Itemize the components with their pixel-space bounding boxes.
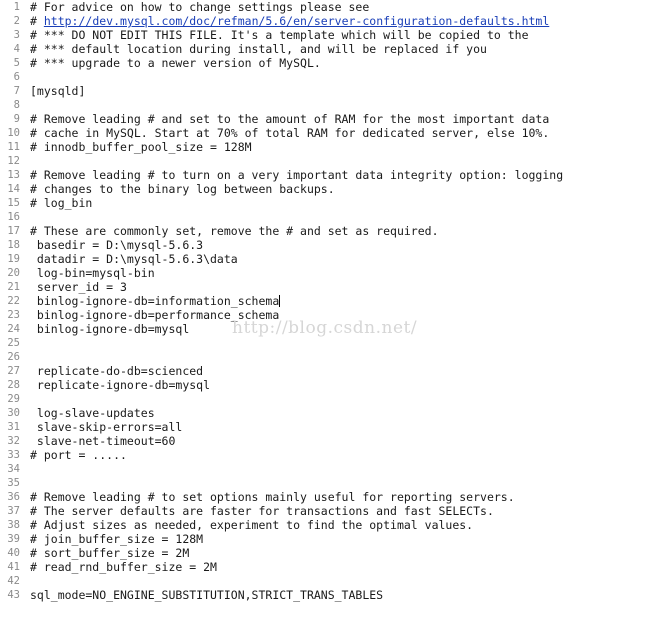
line-text — [30, 546, 189, 560]
code-line[interactable] — [0, 378, 210, 392]
line-content: log-bin=mysql-bin — [30, 266, 155, 280]
line-number: 34 — [7, 463, 20, 475]
line-number: 25 — [7, 337, 20, 349]
line-number: 3 — [13, 29, 20, 41]
line-text — [30, 126, 549, 140]
line-content: # *** default location during install, and will be replaced if you — [30, 42, 487, 56]
line-content: # Remove leading # to turn on a very important data integrity option: logging — [30, 168, 564, 182]
code-line[interactable] — [0, 42, 487, 56]
line-content: # port = ..... — [30, 448, 127, 462]
line-number: 21 — [7, 281, 20, 293]
line-text — [30, 28, 529, 42]
code-line[interactable] — [0, 336, 30, 350]
line-text — [30, 14, 549, 28]
code-line[interactable] — [0, 588, 383, 602]
line-content: # *** upgrade to a newer version of MySQL. — [30, 56, 321, 70]
line-number: 27 — [7, 365, 20, 377]
line-number: 16 — [7, 211, 20, 223]
line-content: # cache in MySQL. Start at 70% of total RAM for dedicated server, else 10%. — [30, 126, 550, 140]
line-number: 40 — [7, 547, 20, 559]
line-content: log-slave-updates — [30, 406, 155, 420]
code-line[interactable] — [0, 98, 30, 112]
line-text — [30, 364, 203, 378]
line-content: # *** DO NOT EDIT THIS FILE. It's a template which will be copied to the — [30, 28, 529, 42]
line-content: slave-net-timeout=60 — [30, 434, 176, 448]
line-number: 9 — [13, 113, 20, 125]
code-line[interactable] — [0, 406, 155, 420]
line-content: # log_bin — [30, 196, 93, 210]
line-text — [30, 266, 155, 280]
code-line[interactable] — [0, 224, 439, 238]
line-text — [30, 560, 217, 574]
line-text — [30, 252, 238, 266]
line-number: 29 — [7, 393, 20, 405]
line-text — [30, 518, 473, 532]
code-line[interactable] — [0, 434, 175, 448]
line-content: # Adjust sizes as needed, experiment to find the optimal values. — [30, 518, 474, 532]
line-number: 1 — [13, 1, 20, 13]
line-text — [30, 168, 563, 182]
code-line[interactable] — [0, 518, 473, 532]
line-text — [30, 504, 494, 518]
line-content: # innodb_buffer_pool_size = 128M — [30, 140, 252, 154]
line-content: datadir = D:\mysql-5.6.3\data — [30, 252, 238, 266]
line-text — [30, 420, 182, 434]
code-line[interactable] — [0, 364, 203, 378]
line-content: # — [30, 14, 44, 28]
line-text — [30, 294, 280, 308]
line-text — [30, 448, 127, 462]
line-number: 39 — [7, 533, 20, 545]
line-content: # sort_buffer_size = 2M — [30, 546, 190, 560]
line-number: 35 — [7, 477, 20, 489]
code-line[interactable] — [0, 182, 335, 196]
line-content: server_id = 3 — [30, 280, 127, 294]
line-number: 24 — [7, 323, 20, 335]
code-line[interactable] — [0, 56, 321, 70]
code-line[interactable] — [0, 504, 494, 518]
line-text — [30, 378, 210, 392]
code-line[interactable] — [0, 70, 30, 84]
line-content: # changes to the binary log between backups. — [30, 182, 335, 196]
code-line[interactable] — [0, 392, 30, 406]
code-line[interactable] — [0, 476, 30, 490]
line-number: 12 — [7, 155, 20, 167]
line-number: 8 — [13, 99, 20, 111]
code-line[interactable] — [0, 126, 549, 140]
code-line[interactable] — [0, 322, 189, 336]
line-content: # join_buffer_size = 128M — [30, 532, 204, 546]
line-content: # read_rnd_buffer_size = 2M — [30, 560, 217, 574]
code-line[interactable] — [0, 14, 549, 28]
code-line[interactable] — [0, 28, 529, 42]
code-line[interactable] — [0, 238, 203, 252]
line-number: 36 — [7, 491, 20, 503]
line-number: 41 — [7, 561, 20, 573]
code-line[interactable] — [0, 210, 30, 224]
code-line[interactable] — [0, 350, 30, 364]
line-text — [30, 490, 515, 504]
line-text — [30, 0, 369, 14]
line-text — [30, 280, 127, 294]
code-line[interactable] — [0, 112, 549, 126]
line-number: 11 — [7, 141, 20, 153]
code-line[interactable] — [0, 462, 30, 476]
line-content: binlog-ignore-db=performance_schema — [30, 308, 280, 322]
line-text — [30, 84, 85, 98]
line-content: replicate-do-db=scienced — [30, 364, 204, 378]
line-content: # Remove leading # to set options mainly useful for reporting servers. — [30, 490, 515, 504]
code-line[interactable] — [0, 420, 182, 434]
line-text — [30, 322, 189, 336]
line-number: 31 — [7, 421, 20, 433]
line-content: replicate-ignore-db=mysql — [30, 378, 211, 392]
line-text — [30, 588, 383, 602]
line-content: # For advice on how to change settings please see — [30, 0, 370, 14]
line-number: 5 — [13, 57, 20, 69]
line-number: 42 — [7, 575, 20, 587]
line-number: 7 — [13, 85, 20, 97]
text-cursor — [279, 295, 280, 307]
line-content: # The server defaults are faster for transactions and fast SELECTs. — [30, 504, 494, 518]
line-text — [30, 42, 487, 56]
code-line[interactable] — [0, 196, 92, 210]
line-number: 33 — [7, 449, 20, 461]
line-content: # These are commonly set, remove the # and set as required. — [30, 224, 439, 238]
line-number: 6 — [13, 71, 20, 83]
doc-link[interactable]: http://dev.mysql.com/doc/refman/5.6/en/server-configuration-defaults.html — [43, 14, 550, 28]
line-number: 2 — [13, 15, 20, 27]
code-line[interactable] — [0, 252, 238, 266]
line-number: 19 — [7, 253, 20, 265]
line-text — [30, 140, 252, 154]
line-number: 20 — [7, 267, 20, 279]
code-line[interactable] — [0, 84, 85, 98]
line-text — [30, 406, 155, 420]
code-line[interactable] — [0, 574, 30, 588]
code-line[interactable] — [0, 448, 127, 462]
line-number: 14 — [7, 183, 20, 195]
line-number: 30 — [7, 407, 20, 419]
line-number: 17 — [7, 225, 20, 237]
line-text — [30, 238, 203, 252]
line-number: 28 — [7, 379, 20, 391]
line-text — [30, 56, 321, 70]
line-number: 15 — [7, 197, 20, 209]
code-line[interactable] — [0, 0, 369, 14]
code-line[interactable] — [0, 532, 203, 546]
line-content: basedir = D:\mysql-5.6.3 — [30, 238, 204, 252]
line-number: 4 — [13, 43, 20, 55]
code-line[interactable] — [0, 154, 30, 168]
code-line[interactable] — [0, 168, 563, 182]
code-line[interactable] — [0, 560, 217, 574]
line-text — [30, 182, 335, 196]
line-number: 38 — [7, 519, 20, 531]
line-number: 43 — [7, 589, 20, 601]
watermark: http://blog.csdn.net/ — [232, 318, 418, 338]
line-content: # Remove leading # and set to the amount of RAM for the most important data — [30, 112, 550, 126]
line-text — [30, 196, 92, 210]
code-line[interactable] — [0, 294, 280, 308]
line-text — [30, 532, 203, 546]
line-number: 13 — [7, 169, 20, 181]
line-number: 37 — [7, 505, 20, 517]
line-number: 10 — [7, 127, 20, 139]
line-number: 22 — [7, 295, 20, 307]
line-text — [30, 434, 175, 448]
code-line[interactable] — [0, 266, 155, 280]
code-line[interactable] — [0, 490, 515, 504]
line-content: sql_mode=NO_ENGINE_SUBSTITUTION,STRICT_TRANS_TABLES — [30, 588, 384, 602]
line-number: 18 — [7, 239, 20, 251]
line-number: 32 — [7, 435, 20, 447]
code-line[interactable] — [0, 140, 252, 154]
code-line[interactable] — [0, 546, 189, 560]
line-text — [30, 224, 439, 238]
line-number: 23 — [7, 309, 20, 321]
code-line[interactable] — [0, 280, 127, 294]
line-content: binlog-ignore-db=mysql — [30, 322, 190, 336]
line-text — [30, 112, 549, 126]
line-content: [mysqld] — [30, 84, 86, 98]
line-content: slave-skip-errors=all — [30, 420, 183, 434]
line-number: 26 — [7, 351, 20, 363]
line-content: binlog-ignore-db=information_schema — [30, 294, 280, 308]
